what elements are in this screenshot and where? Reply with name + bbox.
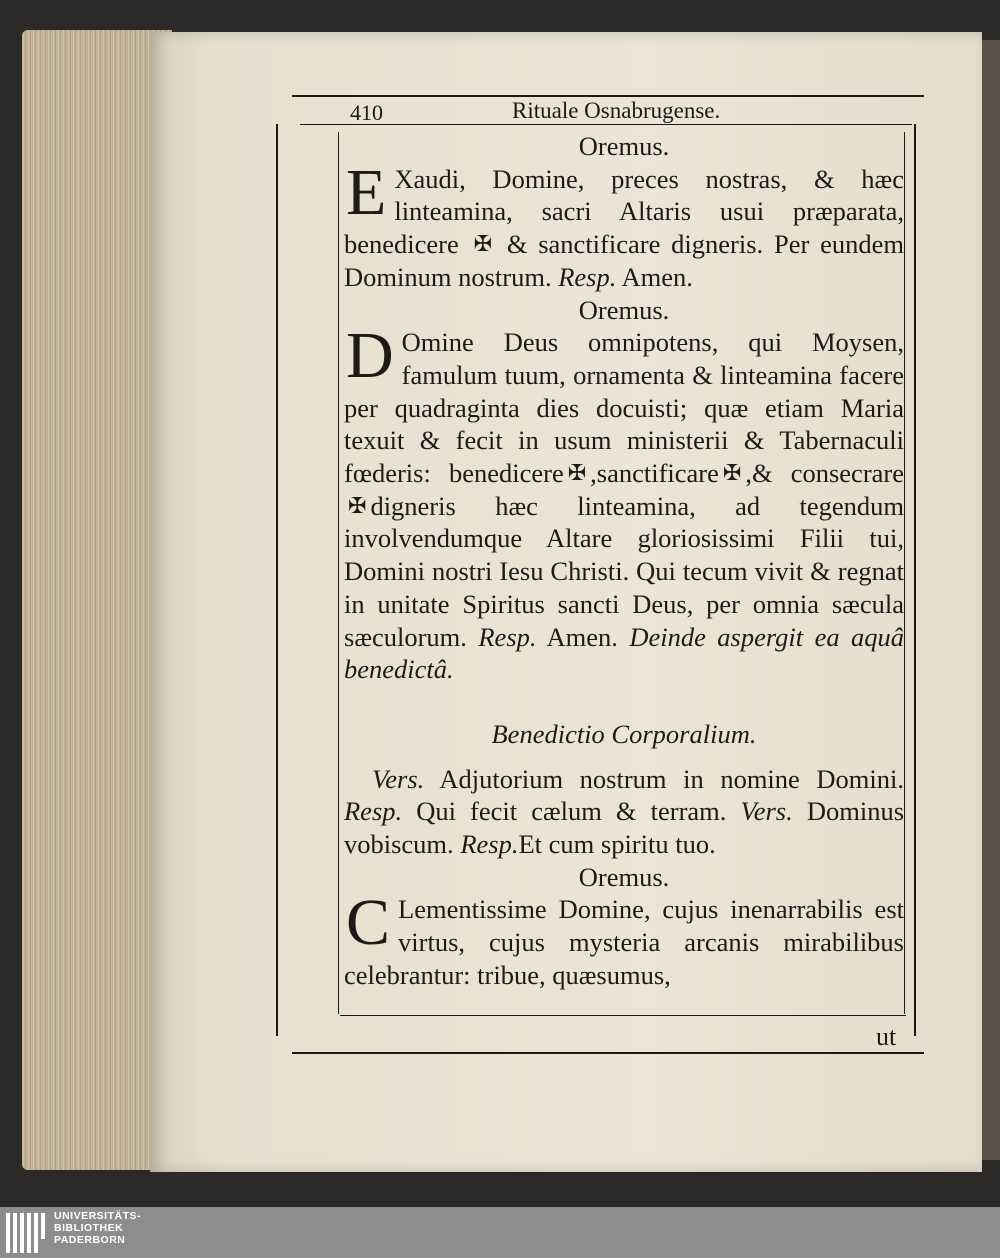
frame-left-outer	[276, 124, 278, 1036]
paragraph-text: Amen.	[621, 261, 693, 292]
response-label: Resp.	[460, 829, 519, 860]
paragraph-text: Adjutorium nostrum in nomine Domini.	[439, 763, 904, 794]
library-logo-icon	[6, 1213, 48, 1253]
cross-icon: ✠	[567, 460, 587, 486]
page-number: 410	[350, 100, 383, 125]
paragraph-text: Dominus vobiscum.	[344, 796, 905, 860]
response-label: Resp.	[344, 796, 403, 827]
header-rule	[300, 124, 912, 125]
facing-page-edge	[982, 40, 1000, 1160]
prayer-heading: Oremus.	[578, 294, 670, 325]
frame-right-inner	[904, 132, 905, 1014]
library-footer-bar	[0, 1207, 1000, 1258]
prayer-paragraph	[344, 155, 904, 294]
section-title: Benedictio Corporalium.	[491, 718, 757, 749]
drop-cap-initial: E	[346, 155, 387, 229]
prayer-paragraph	[344, 886, 904, 991]
paragraph-text: & sanctificare digneris. Per eundem Dominum nostrum.	[344, 229, 904, 292]
versicle-label: Vers.	[372, 763, 425, 794]
frame-right-outer	[914, 124, 916, 1036]
drop-cap-initial: D	[346, 319, 394, 393]
prayer-heading: Oremus.	[578, 131, 670, 161]
catchword: ut	[876, 1022, 897, 1051]
bottom-rule	[292, 1052, 924, 1054]
cross-icon: ✠	[722, 460, 742, 486]
cross-icon: ✠	[348, 492, 367, 518]
prayer-paragraph	[344, 319, 905, 686]
paragraph-text: Omine Deus omnipotens, qui Moysen, famulum tuum, ornamenta & linteamina facere per quadraginta dies docuisti; quæ etiam Maria texuit & fecit in usum ministerii & Tabernaculi fœderis: benedicere	[344, 327, 904, 489]
response-label: Resp.	[558, 261, 617, 292]
frame-bottom-inner	[340, 1015, 906, 1016]
paragraph-text: ,& consecrare	[745, 458, 904, 489]
paragraph-text: Qui fecit cælum & terram.	[416, 796, 727, 827]
top-rule	[292, 95, 924, 97]
paragraph-text: Xaudi, Domine, preces nostras, & hæc linteamina, sacri Altaris usui præparata, benedicere	[344, 163, 904, 260]
rubric-text: Deinde aspergit ea aquâ benedictâ.	[344, 621, 905, 685]
paragraph-text: Amen.	[546, 621, 618, 652]
paragraph-text: Et cum spiritu tuo.	[518, 829, 716, 860]
prayer-heading: Oremus.	[578, 861, 670, 892]
drop-cap-initial: C	[346, 886, 391, 960]
library-name: UNIVERSITÄTS- BIBLIOTHEK PADERBORN	[54, 1210, 142, 1246]
paragraph-text: digneris hæc linteamina, ad tegendum involvendumque Altare gloriosissimi Filii tui, Domini nostri Iesu Christi. Qui tecum vivit & regnat in unitate Spiritus sancti Deus, per omnia sæcula sæculorum.	[344, 490, 904, 652]
versicle-label: Vers.	[740, 796, 793, 827]
running-title: Rituale Osnabrugense.	[512, 98, 721, 123]
paragraph-text: ,sanctificare	[590, 458, 719, 489]
cross-icon: ✠	[473, 231, 492, 257]
response-label: Resp.	[478, 621, 537, 652]
frame-left-inner	[338, 132, 339, 1014]
page-text	[344, 130, 904, 992]
paragraph-text: Lementissime Domine, cujus inenarrabilis est virtus, cujus mysteria arcanis mirabilibus celebrantur: tribue, quæsumus,	[344, 894, 904, 990]
versicle-paragraph	[344, 763, 904, 861]
